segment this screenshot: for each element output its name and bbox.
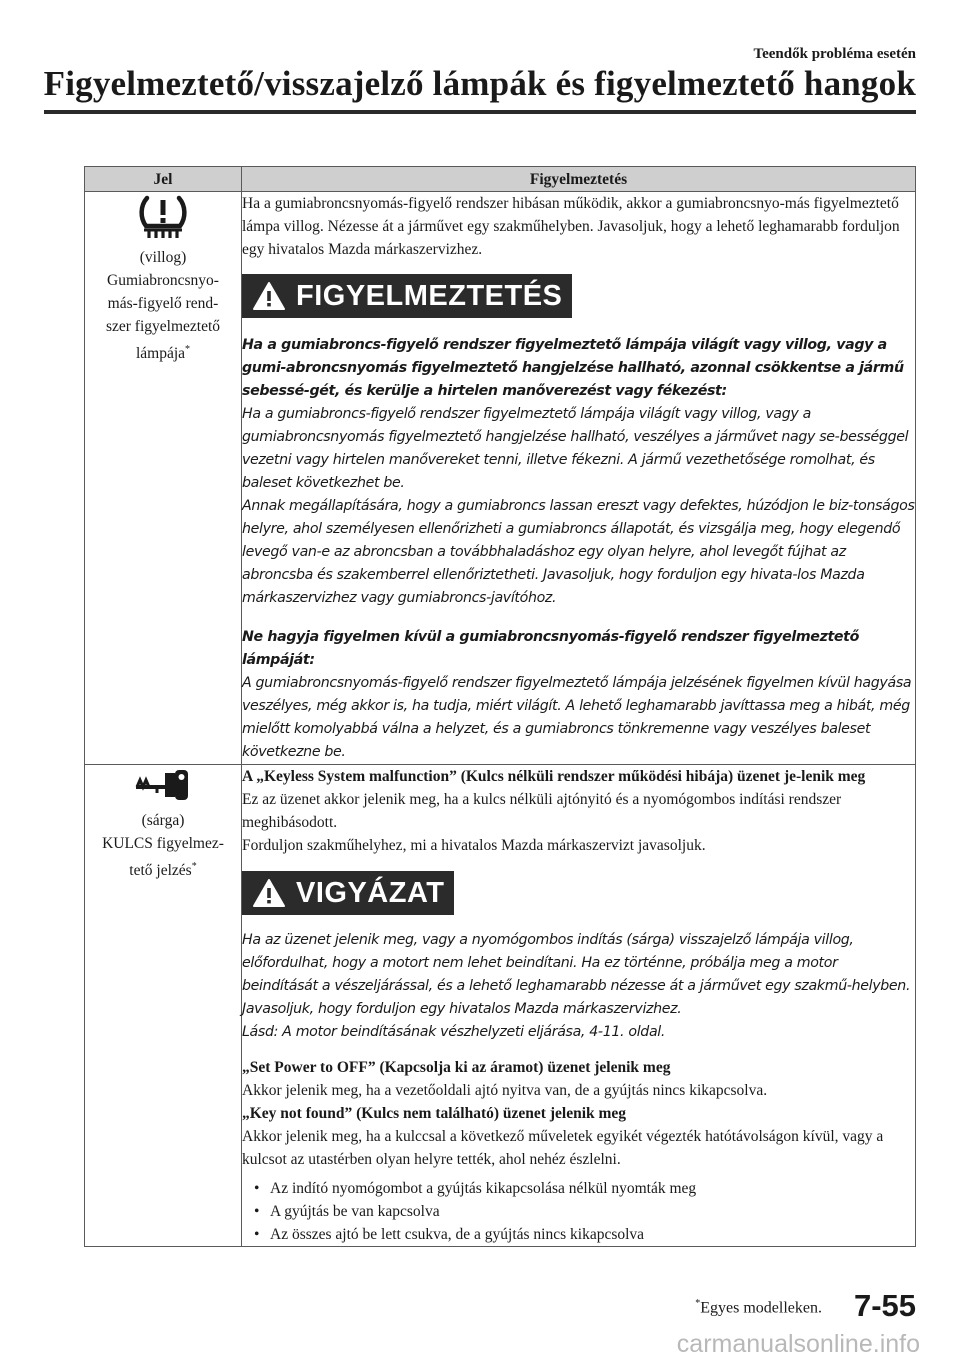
warning-cell xyxy=(242,765,916,1247)
key-warning-icon xyxy=(131,765,195,805)
caution-banner-label: VIGYÁZAT xyxy=(296,877,445,909)
asterisk-mark: * xyxy=(695,1298,701,1309)
warning-triangle-icon xyxy=(252,281,286,311)
message-title: „Set Power to OFF” (Kapcsolja ki az áramot) üzenet jelenik meg xyxy=(242,1059,671,1076)
symbol-cell xyxy=(85,765,242,1247)
message-title: „Key not found” (Kulcs nem található) üzenet jelenik meg xyxy=(242,1105,627,1122)
warning-body: A gumiabroncsnyomás-figyelő rendszer figyelmeztető lámpája jelzésének figyelmen kívül hagyása veszélyes, még akkor is, ha tudja, miért világít. A lehető leghamarabb javíttassa meg a hibát, még mielőtt komolyabbá válna a helyzet, és a gumiabroncs tönkremenne vagy veszélyes baleset következne be. xyxy=(242,675,912,760)
caution-reference: Lásd: A motor beindításának vészhelyzeti eljárása, 4-11. oldal. xyxy=(242,1024,666,1040)
symbol-state: (sárga) xyxy=(141,812,185,829)
watermark: carmanualsonline.info xyxy=(676,1330,920,1358)
tire-pressure-warning-icon xyxy=(136,192,190,242)
column-header-warning: Figyelmeztetés xyxy=(242,167,916,192)
condition-list xyxy=(242,1177,915,1246)
symbol-label-line: tető jelzés xyxy=(129,862,192,880)
warning-banner xyxy=(242,274,572,318)
message-body: Ez az üzenet akkor jelenik meg, ha a kulcs nélküli ajtónyitó és a nyomógombos indítási rendszer meghibásodott. xyxy=(242,791,842,831)
warning-signal-table xyxy=(84,166,916,1247)
caution-banner xyxy=(242,871,454,915)
symbol-label-line: lámpája xyxy=(135,345,186,363)
symbol-label-line: szer figyelmeztető xyxy=(105,318,221,335)
symbol-state: (villog) xyxy=(139,249,187,266)
page-number: 7-55 xyxy=(853,1288,916,1323)
message-body: Akkor jelenik meg, ha a kulccsal a következő műveletek egyikét végezték hatótávolságon kívül, vagy a kulcsot az utastérben olyan helyre tették, ahol nehéz észlelni. xyxy=(242,1128,884,1168)
message-body: Forduljon szakműhelyhez, mi a hivatalos Mazda márkaszervizt javasoljuk. xyxy=(242,837,706,854)
list-item: • A gyújtás be van kapcsolva xyxy=(242,1200,915,1223)
footnote xyxy=(695,1298,822,1317)
warning-body: Annak megállapítására, hogy a gumiabroncs lassan ereszt vagy defektes, húzódjon le biz-tonságos helyre, ahol személyesen ellenőrizheti a gumiabroncs állapotát, és vizsgálja meg, hogy elegendő levegő van-e az abroncsban a továbbhaladáshoz egy olyan helyre, ahol levegőt fújhat az abroncsba és szakemberrel ellenőriztetheti. Javasoljuk, hogy forduljon egy hivata-los Mazda márkaszervizhez vagy gumiabroncs-javítóhoz. xyxy=(242,498,915,606)
warning-title: Ha a gumiabroncs-figyelő rendszer figyelmeztető lámpája világít vagy villog, vagy a gumi-abroncsnyomás figyelmeztető hangjelzése hallható, azonnal csökkentse a jármű sebessé-gét, és kerülje a hirtelen manőverezést vagy fékezést: xyxy=(242,337,904,399)
warning-cell xyxy=(242,192,916,765)
warning-banner-label: FIGYELMEZTETÉS xyxy=(296,280,563,312)
caution-body: Ha az üzenet jelenik meg, vagy a nyomógombos indítás (sárga) visszajelző lámpája villog, előfordulhat, hogy a motort nem lehet beindítani. Ha ez történne, próbálja meg a motor beindítását a vészeljárással, és a lehető leghamarabb nézesse át a járművet egy szakmű-helyben. Javasoljuk, hogy forduljon egy hivatalos Mazda márkaszervizhez. xyxy=(242,932,911,1017)
table-row xyxy=(85,765,916,1247)
symbol-label-line: más-figyelő rend- xyxy=(107,295,219,312)
symbol-label-line: KULCS figyelmez- xyxy=(102,835,224,852)
list-item: • Az összes ajtó be lett csukva, de a gyújtás nincs kikapcsolva xyxy=(242,1223,915,1246)
symbol-label-line: Gumiabroncsnyo- xyxy=(107,272,219,289)
asterisk-mark: * xyxy=(185,344,191,355)
message-title: A „Keyless System malfunction” (Kulcs nélküli rendszer működési hibája) üzenet je-lenik meg xyxy=(242,768,866,785)
section-header: Teendők probléma esetén xyxy=(753,46,916,62)
message-body: Akkor jelenik meg, ha a vezetőoldali ajtó nyitva van, de a gyújtás nincs kikapcsolva. xyxy=(242,1082,768,1099)
intro-paragraph: Ha a gumiabroncsnyomás-figyelő rendszer hibásan működik, akkor a gumiabroncsnyo-más figyelmeztető lámpa villog. Nézesse át a járművet egy szakműhelyben. Javasoljuk, hogy a lehető leghamarabb forduljon egy hivatalos Mazda márkaszervizhez. xyxy=(242,195,900,258)
asterisk-mark: * xyxy=(191,861,197,872)
page-title: Figyelmeztető/visszajelző lámpák és figyelmeztető hangok xyxy=(43,64,916,103)
column-header-symbol: Jel xyxy=(85,167,242,192)
header-divider xyxy=(44,110,916,114)
warning-triangle-icon xyxy=(252,878,286,908)
footnote-text: Egyes modelleken. xyxy=(700,1299,822,1317)
list-item: • Az indító nyomógombot a gyújtás kikapcsolása nélkül nyomták meg xyxy=(242,1177,915,1200)
warning-body: Ha a gumiabroncs-figyelő rendszer figyelmeztető lámpája világít vagy villog, vagy a gumiabroncsnyomás figyelmeztető hangjelzése hallható, veszélyes a járművet nagy se-bességgel vezetni vagy hirtelen manővereket tenni, illetve fékezni. A jármű vezethetősége romolhat, és baleset következhet be. xyxy=(242,406,909,491)
table-row xyxy=(85,192,916,765)
symbol-cell xyxy=(85,192,242,765)
table-header-row xyxy=(85,167,916,192)
warning-title: Ne hagyja figyelmen kívül a gumiabroncsnyomás-figyelő rendszer figyelmeztető lámpáját: xyxy=(242,629,860,668)
